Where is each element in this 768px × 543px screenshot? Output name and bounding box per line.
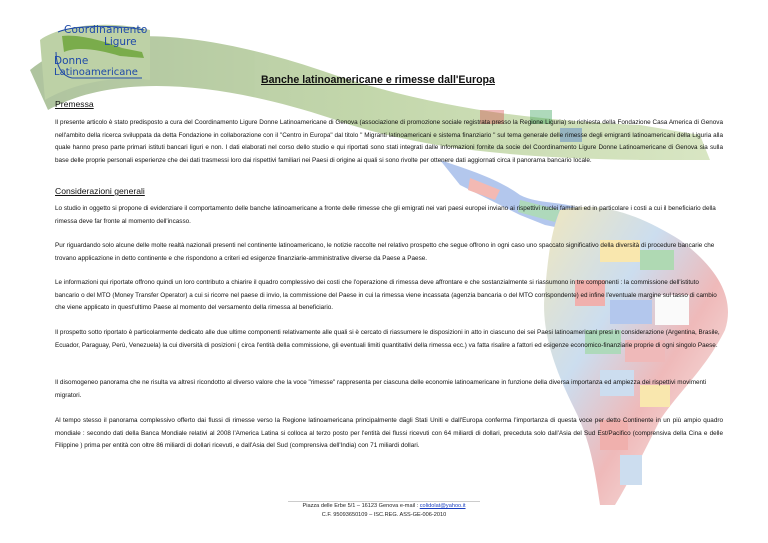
paragraph-premessa: Il presente articolo è stato predisposto a cura del Coordinamento Ligure Donne Latinoamericane di Genova (associazione di promozione sociale registrata presso la Regione Liguria) su richiesta della Fondazione Casa America di Genova nell'ambito della ricerca sviluppata da detta Fondazione in collaborazione con il "Centro in Europa" dal titolo " Migranti latinoamericani e sistema finanziario " sul tema generale delle rimesse degli emigranti latinoamericani della Liguria alla quale hanno preso parte primari istituti bancari liguri e non. I dati elaborati nel corso dello studio e qui riportati sono stati integrati dalle informazioni fornite da socie del Coordinamento Ligure Donne Latinoamericane di Genova sia sulla base delle proprie personali esperienze che dei dati trasmessi loro dai rispettivi familiari nei Paesi di origine ai quali si sono rivolte per ottenere dati aggiornati circa il panorama bancario locale. — [55, 119, 723, 164]
footer-email-link[interactable]: colidolat@yahoo.it — [419, 503, 466, 509]
paragraph-6: Al tempo stesso il panorama complessivo offerto dai flussi di rimesse verso la Regione latinoamericana principalmente dagli Stati Uniti e dall'Europa conferma l'importanza di questa voce per detto Continente in un più ampio quadro mondiale : secondo dati della Banca Mondiale relativi al 2008 l'America Latina si colloca al terzo posto per l'entità dei flussi ricevuti con 64 miliardi di dollari, preceduta solo dall'Asia del Sud Est/Pacifico (comprensiva della Cina e delle Filippine ) prima per entità con oltre 86 miliardi di dollari ricevuti, e dall'Asia del Sud (comprensiva dell'India) con 71 miliardi dollari. — [55, 417, 723, 450]
logo-text-line3: Donne — [54, 55, 89, 67]
section-heading-premessa: Premessa — [55, 99, 94, 109]
paragraph-2: Pur riguardando solo alcune delle molte realtà nazionali presenti nel continente latinoamericano, le notizie raccolte nel relativo prospetto che segue offrono in ogni caso uno spaccato significativo della diversità di procedure bancarie che trovano applicazione in detto continente e che rispondono a criteri ed esigenze finanziarie-amministrative diverse da Paese a Paese. — [55, 242, 715, 262]
paragraph-4: Il prospetto sotto riportato è particolarmente dedicato alle due ultime componenti relativamente alle quali si è cercato di riassumere le disposizioni in atto in ciascuno dei sei Paesi latinoamericani presi in considerazione (Argentina, Brasile, Ecuador, Paraguay, Perù, Venezuela) la cui diversità di posizioni ( circa l'entità della commissione, gli eventuali limiti quantitativi della rimessa ecc.) va fatta risalire a fattori ed esigenze economico-finanziarie proprie di ogni singolo Paese. — [55, 329, 720, 349]
paragraph-5: Il disomogeneo panorama che ne risulta va altresì ricondotto al diverso valore che la voce "rimesse" rappresenta per ciascuna delle economie latinoamericane in funzione della diversa importanza ed ampiezza dei rispettivi movimenti migratori. — [55, 379, 707, 399]
page-footer — [0, 502, 768, 519]
paragraph-1: Lo studio in oggetto si propone di evidenziare il comportamento delle banche latinoamericane a fronte delle rimesse che gli emigrati nei vari paesi europei inviano ai rispettivi nuclei familiari ed in particolare i costi a cui il beneficiario della rimessa deve far fronte al momento dell'incasso. — [55, 205, 716, 225]
paragraph-3: Le informazioni qui riportate offrono quindi un loro contributo a chiarire il quadro complessivo dei costi che l'operazione di rimessa deve affrontare e che sostanzialmente si riassumono in tre componenti : la commissione dell'istituto bancario o del MTO (Money Transfer Operator) a cui si ricorre nel paese di invio, la commissione del Paese in cui la rimessa viene incassata (agenzia bancaria o del MTO corrispondente) ed infine l'eventuale margine sul tasso di cambio che viene applicato in quest'ultimo Paese al momento del versamento della rimessa al beneficiario. — [55, 279, 717, 312]
logo-text-line1: Coordinamento — [64, 24, 148, 36]
footer-registration: C.F. 95093650109 – ISC.REG. ASS-GE-006-2010 — [321, 511, 447, 518]
association-logo — [52, 22, 150, 80]
logo-text-line4: Latinoamericane — [54, 67, 138, 78]
section-heading-considerazioni: Considerazioni generali — [55, 186, 145, 196]
document-title: Banche latinoamericane e rimesse dall'Europa — [261, 74, 495, 86]
footer-address-line — [0, 502, 768, 511]
logo-text-line2: Ligure — [104, 36, 137, 48]
footer-address: Piazza delle Erbe 5/1 – 16123 Genova e-mail : — [302, 503, 420, 509]
